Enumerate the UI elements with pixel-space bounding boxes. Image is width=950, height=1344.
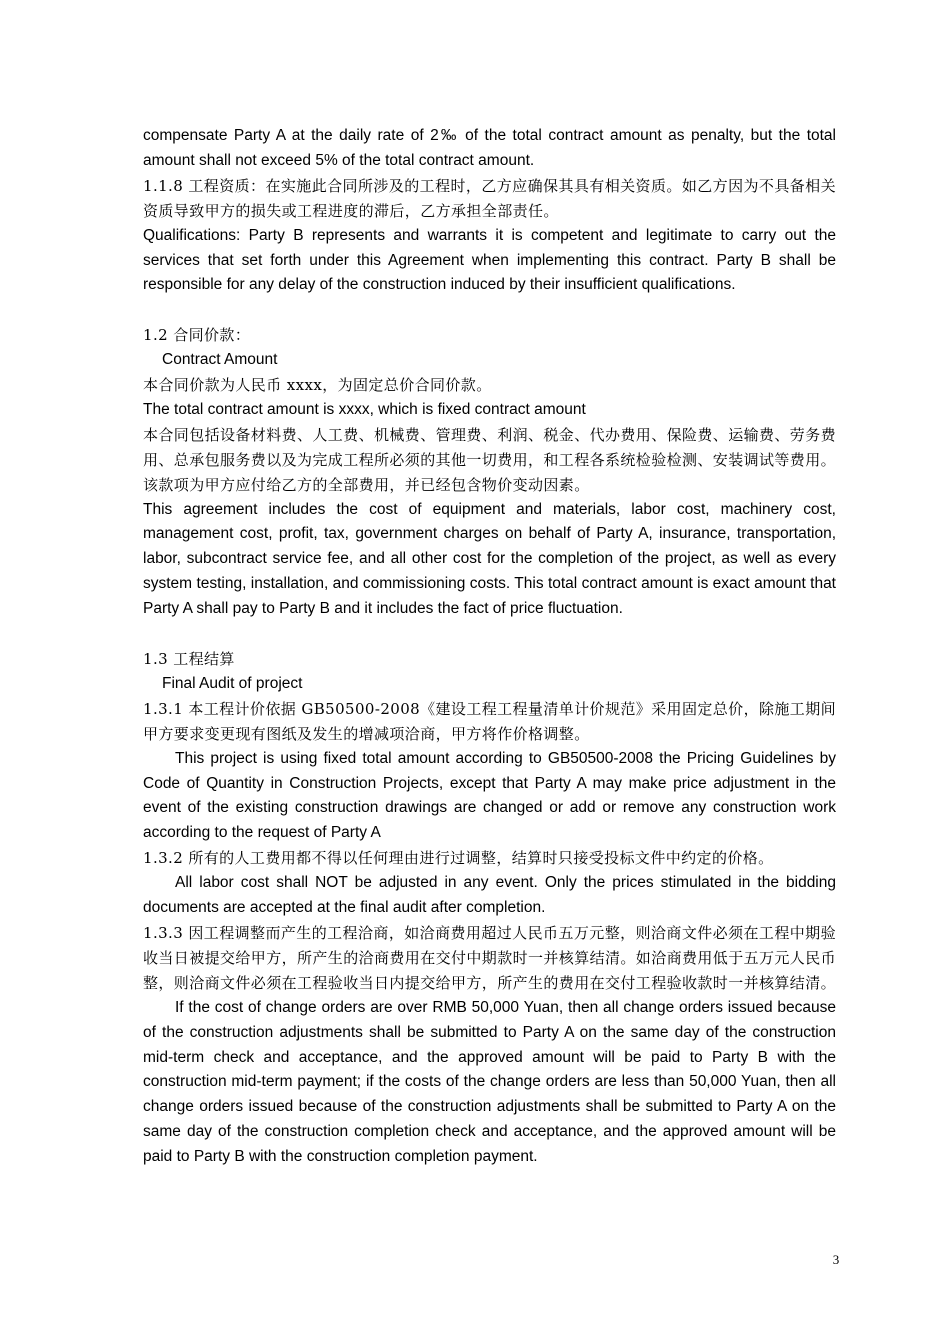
paragraph-includes-en: This agreement includes the cost of equipment and materials, labor cost, machinery cost, management cost, profit, tax, government charges on behalf of Party A, insurance, transportation, labor, subcontract service fee, and all other cost for the completion of the project, as well as every system testing, installation, and commissioning costs. This total contract amount is exact amount that Party A shall pay to Party B and it includes the fact of price fluctuation. [143, 500, 836, 618]
paragraph-qualifications-en: Qualifications: Party B represents and warrants it is competent and legitimate to carry out the services that set forth under this Agreement when implementing this contract. Party B shall be responsible for any delay of the construction induced by their insufficient qualifications. [143, 226, 836, 294]
paragraph-amount-en: The total contract amount is xxxx, which is fixed contract amount [143, 400, 586, 418]
paragraph-includes-zh: 本合同包括设备材料费、人工费、机械费、管理费、利润、税金、代办费用、保险费、运输费、劳务费用、总承包服务费以及为完成工程所必须的其他一切费用，和工程各系统检验检测、安装调试等费用。该款项为甲方应付给乙方的全部费用，并已经包含物价变动因素。 [143, 425, 837, 494]
paragraph-amount-zh: 本合同价款为人民币 xxxx，为固定总价合同价款。 [143, 376, 492, 395]
page-number: 3 [832, 1252, 840, 1267]
heading-contract-amount-en: Contract Amount [162, 351, 278, 369]
paragraph-change-orders-en: If the cost of change orders are over RMB 50,000 Yuan, then all change orders issued because of the construction adjustments shall be submitted to Party A on the same day of the construction mid-term check and acceptance, and the approved amount will be paid to Party B with the construction mid-term payment; if the costs of the change orders are less than 50,000 Yuan, then all change orders issued because of the construction adjustments shall be submitted to Party A on the same day of the construction completion check and acceptance, and the approved amount will be paid to Party B with the construction completion payment. [143, 998, 836, 1166]
paragraph-pricing-en: This project is using fixed total amount according to GB50500-2008 the Pricing Guidelines by Code of Quantity in Construction Projects, except that Party A may make price adjustment in the event of the existing construction drawings are changed or add or remove any construction work according to the request of Party A [143, 749, 836, 842]
paragraph-change-orders-zh: 1.3.3 因工程调整而产生的工程洽商，如洽商费用超过人民币五万元整，则洽商文件必须在工程中期验收当日被提交给甲方，所产生的洽商费用在交付中期款时一并核算结清。如洽商费用低于五万元人民币整，则洽商文件必须在工程验收当日内提交给甲方，所产生的费用在交付工程验收款时一并核算结清。 [143, 923, 837, 992]
page-body [143, 124, 836, 1170]
heading-final-audit-zh: 1.3 工程结算 [143, 650, 235, 668]
heading-final-audit-en: Final Audit of project [162, 674, 303, 692]
paragraph-labor-en: All labor cost shall NOT be adjusted in any event. Only the prices stimulated in the bidding documents are accepted at the final audit after completion. [143, 874, 836, 917]
paragraph-spacer [143, 298, 836, 323]
paragraph-labor-zh: 1.3.2 所有的人工费用都不得以任何理由进行过调整，结算时只接受投标文件中约定的价格。 [143, 849, 774, 868]
paragraph-penalty-en: compensate Party A at the daily rate of 2‰ of the total contract amount as penalty, but the total amount shall not exceed 5% of the total contract amount. [143, 127, 836, 169]
paragraph-qualifications-zh: 1.1.8 工程资质：在实施此合同所涉及的工程时，乙方应确保其具有相关资质。如乙方因为不具备相关资质导致甲方的损失或工程进度的滞后，乙方承担全部责任。 [143, 176, 836, 220]
paragraph-spacer [143, 622, 836, 647]
paragraph-pricing-zh: 1.3.1 本工程计价依据 GB50500-2008《建设工程工程量清单计价规范》采用固定总价，除施工期间甲方要求变更现有图纸及发生的增减项洽商，甲方将作价格调整。 [143, 699, 836, 743]
heading-contract-amount-zh: 1.2 合同价款： [143, 326, 251, 345]
